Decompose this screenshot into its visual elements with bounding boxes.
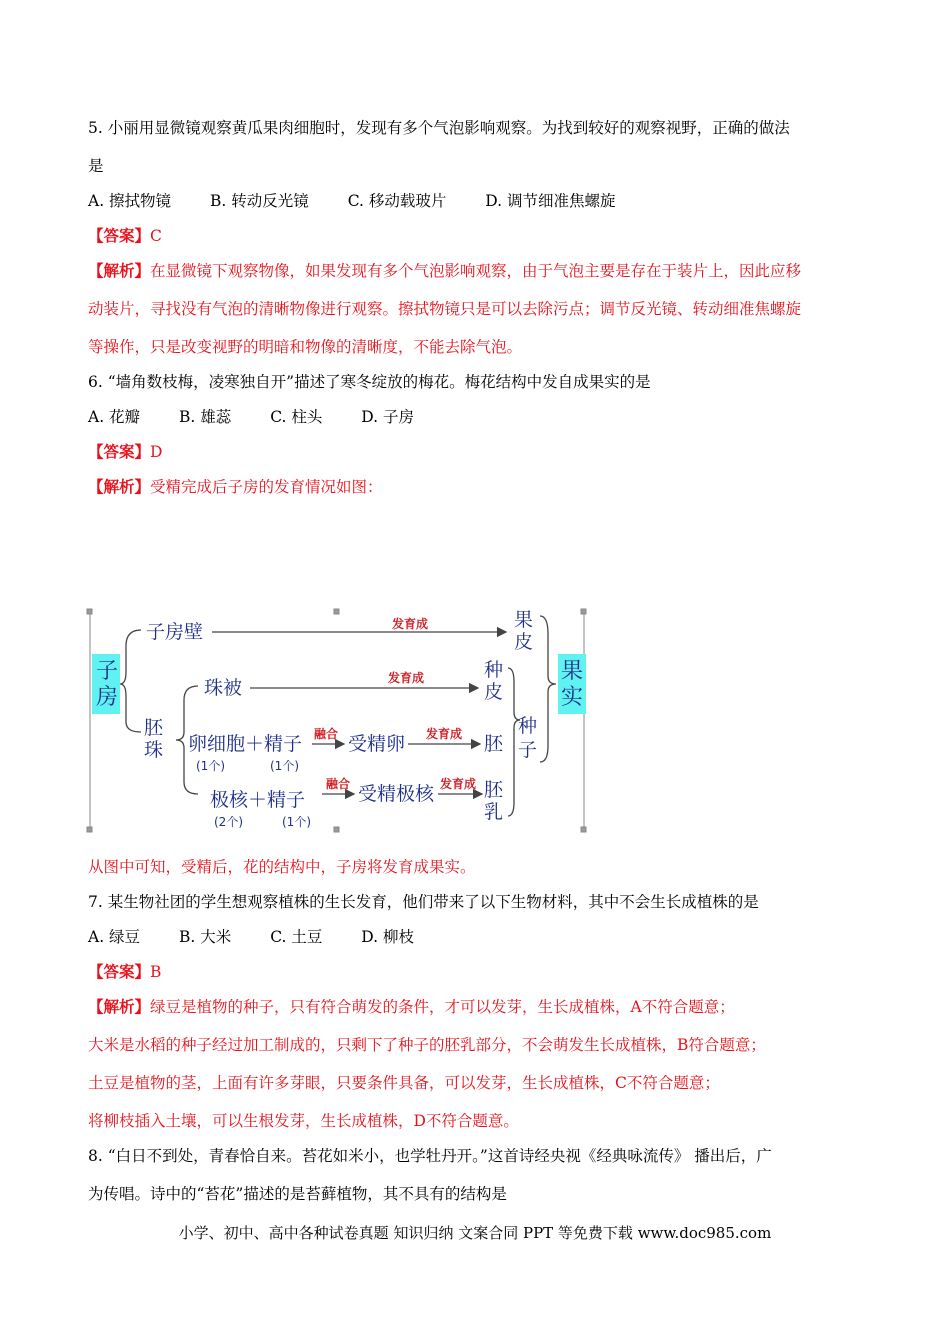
answer-label: 【答案】 <box>88 962 151 981</box>
q5-stem-line2: 是 <box>88 157 104 175</box>
q6-option-c: C. 柱头 <box>270 408 323 426</box>
q6-analysis: 【解析】受精完成后子房的发育情况如图： <box>88 477 383 496</box>
q7-stem: 7. 某生物社团的学生想观察植株的生长发育，他们带来了以下生物材料，其中不会生长成植株的是 <box>88 893 759 911</box>
q6-option-b: B. 雄蕊 <box>179 408 232 426</box>
q7-option-d: D. 柳枝 <box>361 928 415 946</box>
seed-coat-1: 种 <box>484 659 504 681</box>
pericarp-1: 果 <box>514 609 534 631</box>
fertilized-egg: 受精卵 <box>348 733 406 755</box>
egg-cell-plus-sperm: 卵细胞＋精子 <box>188 733 303 755</box>
q5-option-b: B. 转动反光镜 <box>210 192 309 210</box>
q7-option-a: A. 绿豆 <box>88 928 141 946</box>
label-fuse-1: 融合 <box>314 727 339 741</box>
q5-option-d: D. 调节细准焦螺旋 <box>485 192 616 210</box>
q7-analysis-line3: 土豆是植物的茎，上面有许多芽眼，只要条件具备，可以发芽，生长成植株，C不符合题意； <box>88 1074 720 1092</box>
ovary-wall: 子房壁 <box>146 621 204 643</box>
q5-answer <box>88 226 162 246</box>
fruit-label-1: 果 <box>561 659 584 684</box>
endosperm-2: 乳 <box>484 801 504 823</box>
q6-option-a: A. 花瓣 <box>88 408 141 426</box>
label-fuse-2: 融合 <box>326 777 351 791</box>
q7-answer <box>88 962 161 982</box>
q7-option-b: B. 大米 <box>179 928 232 946</box>
ovary-label-1: 子 <box>96 659 119 684</box>
q8-stem-line2: 为传唱。诗中的“苔花”描述的是苔藓植物，其不具有的结构是 <box>88 1185 507 1203</box>
seed-2: 子 <box>518 739 538 761</box>
sperm-count-2: (1个) <box>282 815 311 829</box>
answer-value: C <box>150 227 162 245</box>
fruit-brace <box>540 616 556 762</box>
analysis-label: 【解析】 <box>88 261 151 280</box>
ovule-1: 胚 <box>144 717 164 739</box>
seed-coat-2: 皮 <box>484 681 504 703</box>
seed-1: 种 <box>518 715 538 737</box>
q5-analysis-line3: 等操作，只是改变视野的明暗和物像的清晰度，不能去除气泡。 <box>88 338 523 356</box>
answer-label: 【答案】 <box>88 442 151 461</box>
q5-option-c: C. 移动载玻片 <box>347 192 447 210</box>
endosperm-1: 胚 <box>484 779 504 801</box>
ovule-2: 珠 <box>144 739 164 761</box>
fruit-label-2: 实 <box>561 685 584 710</box>
label-develop-2: 发育成 <box>388 671 425 685</box>
page-footer: 小学、初中、高中各种试卷真题 知识归纳 文案合同 PPT 等免费下载 www.doc985.com <box>178 1224 772 1242</box>
answer-value: D <box>150 443 163 461</box>
q5-stem-line1: 5. 小丽用显微镜观察黄瓜果肉细胞时，发现有多个气泡影响观察。为找到较好的观察视野，正确的做法 <box>88 119 790 137</box>
q7-options <box>88 927 448 947</box>
q5-analysis-line1: 【解析】在显微镜下观察物像，如果发现有多个气泡影响观察，由于气泡主要是存在于装片上，因此应移 <box>88 261 802 280</box>
q6-options <box>88 407 448 427</box>
egg-count: (1个) <box>196 759 225 773</box>
answer-label: 【答案】 <box>88 226 151 245</box>
q6-answer <box>88 442 162 462</box>
q6-stem: 6. “墙角数枝梅，凌寒独自开”描述了寒冬绽放的梅花。梅花结构中发自成果实的是 <box>88 373 651 391</box>
analysis-label: 【解析】 <box>88 997 151 1016</box>
label-develop-4: 发育成 <box>440 777 477 791</box>
q6-option-d: D. 子房 <box>361 408 415 426</box>
q7-analysis-line2: 大米是水稻的种子经过加工制成的，只剩下了种子的胚乳部分，不会萌发生长成植株，B符合题意； <box>88 1036 766 1054</box>
sperm-count-1: (1个) <box>270 759 299 773</box>
analysis-label: 【解析】 <box>88 477 151 496</box>
label-develop-1: 发育成 <box>392 617 429 631</box>
q5-analysis-line2: 动装片，寻找没有气泡的清晰物像进行观察。擦拭物镜只是可以去除污点；调节反光镜、转动细准焦螺旋 <box>88 300 802 318</box>
polar-nuclei-plus-sperm: 极核＋精子 <box>210 789 306 811</box>
q7-option-c: C. 土豆 <box>270 928 323 946</box>
q6-conclusion: 从图中可知，受精后，花的结构中，子房将发育成果实。 <box>88 858 476 876</box>
ovary-development-diagram <box>86 606 591 836</box>
left-brace <box>120 630 141 732</box>
q8-stem-line1: 8. “白日不到处，青春恰自来。苔花如米小，也学牡丹开。”这首诗经央视《经典咏流传》 播出后，广 <box>88 1147 772 1165</box>
polar-count: (2个) <box>214 815 243 829</box>
integument: 珠被 <box>204 677 243 699</box>
fertilized-polar: 受精极核 <box>358 783 435 805</box>
q5-option-a: A. 擦拭物镜 <box>88 192 172 210</box>
ovary-label-2: 房 <box>96 685 119 710</box>
pericarp-2: 皮 <box>514 631 534 653</box>
embryo: 胚 <box>484 733 504 755</box>
q7-analysis-line4: 将柳枝插入土壤，可以生根发芽，生长成植株，D不符合题意。 <box>88 1112 519 1130</box>
q7-analysis-line1: 【解析】绿豆是植物的种子，只有符合萌发的条件，才可以发芽，生长成植株，A不符合题意； <box>88 997 735 1016</box>
q5-options <box>88 191 650 211</box>
label-develop-3: 发育成 <box>426 727 463 741</box>
answer-value: B <box>150 963 162 981</box>
